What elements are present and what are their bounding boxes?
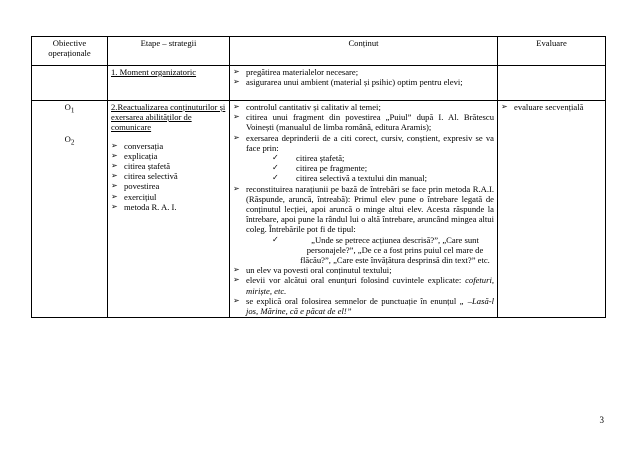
- check-item: ✓ citirea pe fragmente;: [272, 163, 494, 173]
- objectives-cell: [32, 66, 108, 101]
- header-evaluation: Evaluare: [498, 37, 606, 66]
- stage-title: 2.Reactualizarea conținuturilor și exersarea abilităților de comunicare: [111, 102, 226, 133]
- stage-cell: [108, 66, 230, 101]
- strategy-item: ➢ exercițiul: [111, 192, 226, 202]
- list-item: ➢ asigurarea unui ambient (material și psihic) optim pentru elevi;: [233, 77, 494, 87]
- evaluation-cell: [498, 101, 606, 318]
- page-number: 3: [599, 415, 604, 425]
- list-item: ➢ un elev va povesti oral conținutul textului;: [233, 265, 494, 275]
- content-cell: [230, 101, 498, 318]
- strategy-item: ➢ citirea selectivă: [111, 171, 226, 181]
- evaluation-cell: [498, 66, 606, 101]
- list-item-text: reconstituirea narațiunii pe bază de întrebări se face prin metoda R.A.I. (Răspunde, aruncă, întreabă): Primul elev pune o întrebare legată de conținutul lecției, apoi aruncă o minge altui elev. Acesta răspunde la întrebare, apoi pune la rândul lui o altă întrebare, aruncând mingea altui coleg. Întrebările pot fi de tipul:: [246, 183, 494, 235]
- list-item: [233, 296, 494, 316]
- header-stages: Etape – strategii: [108, 37, 230, 66]
- check-item: ✓ citirea selectivă a textului din manual;: [272, 173, 494, 183]
- objective-o2: $O_2$: [64, 133, 75, 147]
- table-row: [32, 101, 606, 318]
- evaluation-item: ➢ evaluare secvențială: [501, 102, 602, 112]
- list-item: [233, 133, 494, 184]
- list-item: ➢ pregătirea materialelor necesare;: [233, 67, 494, 77]
- list-item-text: exersarea deprinderii de a citi corect, cursiv, conștient, expresiv se va face prin:: [246, 132, 494, 153]
- list-item: [233, 184, 494, 266]
- table-row: [32, 66, 606, 101]
- list-item-text: se explică oral folosirea semnelor de punctuație în enunțul: [246, 295, 460, 306]
- strategy-item: ➢ conversația: [111, 141, 226, 151]
- strategy-item: ➢ citirea ștafetă: [111, 161, 226, 171]
- content-cell: [230, 66, 498, 101]
- header-content: Conținut: [230, 37, 498, 66]
- check-item: ✓ citirea ștafetă;: [272, 153, 494, 163]
- list-item-text: elevii vor alcătui oral enunțuri folosind cuvintele explicate:: [246, 275, 466, 286]
- list-item: ➢ controlul cantitativ și calitativ al temei;: [233, 102, 494, 112]
- example-sentence: „ –Lasă-l jos, Mărine, că e păcat de el!”: [246, 295, 494, 317]
- objectives-cell: [32, 101, 108, 318]
- objective-o1: $O_1$: [64, 102, 75, 115]
- strategy-item: ➢ explicația: [111, 151, 226, 161]
- list-item: [233, 275, 494, 295]
- stage-cell: [108, 101, 230, 318]
- check-item: ✓ „Unde se petrece acțiunea descrisă?”, „Care sunt personajele?”, „De ce a fost prins puiul cel mare de flăcău?”, „Care este învățătura desprinsă din text?” etc.: [272, 235, 494, 266]
- strategy-item: ➢ povestirea: [111, 181, 226, 191]
- table-header-row: [32, 37, 606, 66]
- header-objectives: Obiective operaționale: [32, 37, 108, 66]
- stage-title: 1. Moment organizatoric: [111, 67, 197, 77]
- lesson-plan-table: [31, 36, 606, 318]
- strategy-item: ➢ metoda R. A. I.: [111, 202, 226, 212]
- explained-words: cofeturi, miriște, etc.: [246, 275, 494, 296]
- list-item: ➢ citirea unui fragment din povestirea „Puiul” după I. Al. Brătescu Voinești (manualul de limba română, editura Aramis);: [233, 112, 494, 132]
